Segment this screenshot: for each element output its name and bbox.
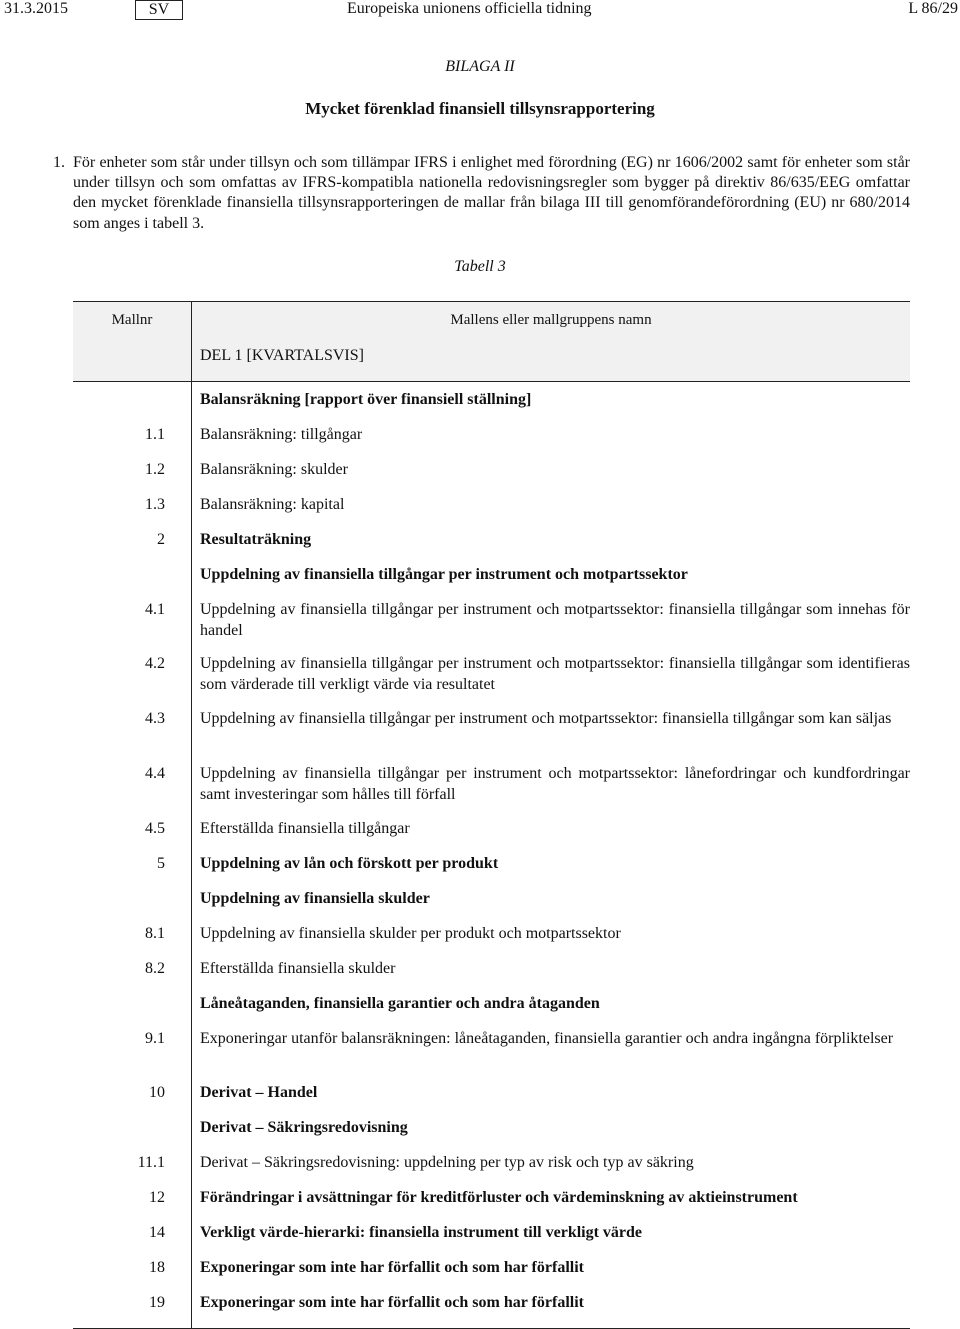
template-name: Uppdelning av finansiella tillgångar per instrument och motpartssektor: finansiella tillgångar som innehas för handel xyxy=(200,601,910,639)
template-number: 12 xyxy=(149,1189,165,1206)
template-name: Uppdelning av finansiella skulder xyxy=(200,890,430,907)
template-name: Efterställda finansiella tillgångar xyxy=(200,820,410,837)
section-heading: DEL 1 [KVARTALSVIS] xyxy=(200,347,364,364)
template-name: Exponeringar utanför balansräkningen: låneåtaganden, finansiella garantier och andra ingångna förpliktelser xyxy=(200,1030,894,1047)
template-name: Uppdelning av lån och förskott per produkt xyxy=(200,855,499,872)
template-number: 4.1 xyxy=(145,601,165,618)
template-number: 4.5 xyxy=(145,820,165,837)
template-number: 2 xyxy=(157,531,165,548)
template-name: Derivat – Handel xyxy=(200,1084,318,1101)
template-name: Resultaträkning xyxy=(200,531,312,548)
template-name: Efterställda finansiella skulder xyxy=(200,960,396,977)
template-number: 14 xyxy=(149,1224,165,1241)
paragraph-number: 1. xyxy=(53,154,65,171)
template-name: Uppdelning av finansiella tillgångar per instrument och motpartssektor: lånefordringar och kundfordringar samt investeringar som hålles till förfall xyxy=(200,765,910,803)
template-number: 11.1 xyxy=(137,1154,165,1171)
template-name: Uppdelning av finansiella tillgångar per instrument och motpartssektor: finansiella tillgångar som identifieras som värderade till verkligt värde via resultatet xyxy=(200,655,910,693)
page-header xyxy=(0,0,960,22)
template-number: 18 xyxy=(149,1259,165,1276)
template-name: Förändringar i avsättningar för kreditförluster och värdeminskning av aktieinstrument xyxy=(200,1189,798,1206)
column-header-template-name: Mallens eller mallgruppens namn xyxy=(450,312,652,328)
column-divider xyxy=(191,301,192,1329)
template-number: 4.3 xyxy=(145,710,165,727)
template-name: Uppdelning av finansiella skulder per produkt och motpartssektor xyxy=(200,925,621,942)
template-number: 8.1 xyxy=(145,925,165,942)
template-number: 1.1 xyxy=(145,426,165,443)
publication-date: 31.3.2015 xyxy=(4,0,68,17)
template-number: 1.3 xyxy=(145,496,165,513)
template-name: Balansräkning: tillgångar xyxy=(200,426,363,443)
template-number: 1.2 xyxy=(145,461,165,478)
column-header-template-number: Mallnr xyxy=(111,312,153,328)
language-code: SV xyxy=(135,0,183,20)
template-name: Låneåtaganden, finansiella garantier och andra åtaganden xyxy=(200,995,600,1012)
template-name: Derivat – Säkringsredovisning xyxy=(200,1119,408,1136)
template-name: Derivat – Säkringsredovisning: uppdelning per typ av risk och typ av säkring xyxy=(200,1154,694,1171)
paragraph-text: För enheter som står under tillsyn och som tillämpar IFRS i enlighet med förordning (EG) nr 1606/2002 samt för enheter som står under tillsyn och som omfattas av IFRS-kompatibla nationella redovisningsregler som bygger på direktiv 86/635/EEG omfattar den mycket förenklade finansiella tillsynsrapporteringen de mallar från bilaga III till genomförandeförordning (EU) nr 680/2014 som anges i tabell 3. xyxy=(73,154,910,232)
template-name: Exponeringar som inte har förfallit och som har förfallit xyxy=(200,1259,584,1276)
template-number: 19 xyxy=(149,1294,165,1311)
template-number: 4.4 xyxy=(145,765,165,782)
annex-label: BILAGA II xyxy=(445,58,515,75)
template-name: Uppdelning av finansiella tillgångar per instrument och motpartssektor: finansiella tillgångar som kan säljas xyxy=(200,710,892,727)
template-name: Verkligt värde-hierarki: finansiella instrument till verkligt värde xyxy=(200,1224,643,1241)
journal-name: Europeiska unionens officiella tidning xyxy=(347,0,592,17)
table-caption: Tabell 3 xyxy=(454,258,506,275)
page-title: Mycket förenklad finansiell tillsynsrapportering xyxy=(305,99,655,118)
template-number: 5 xyxy=(157,855,165,872)
page-reference: L 86/29 xyxy=(908,0,958,17)
template-number: 8.2 xyxy=(145,960,165,977)
template-name: Balansräkning: kapital xyxy=(200,496,345,513)
template-number: 9.1 xyxy=(145,1030,165,1047)
template-number: 4.2 xyxy=(145,655,165,672)
intro-paragraph xyxy=(53,153,910,234)
template-name: Balansräkning: skulder xyxy=(200,461,348,478)
template-name: Uppdelning av finansiella tillgångar per instrument och motpartssektor xyxy=(200,566,688,583)
table-top-rule xyxy=(73,301,910,302)
template-number: 10 xyxy=(149,1084,165,1101)
template-name: Exponeringar som inte har förfallit och som har förfallit xyxy=(200,1294,584,1311)
template-name: Balansräkning [rapport över finansiell ställning] xyxy=(200,391,532,408)
